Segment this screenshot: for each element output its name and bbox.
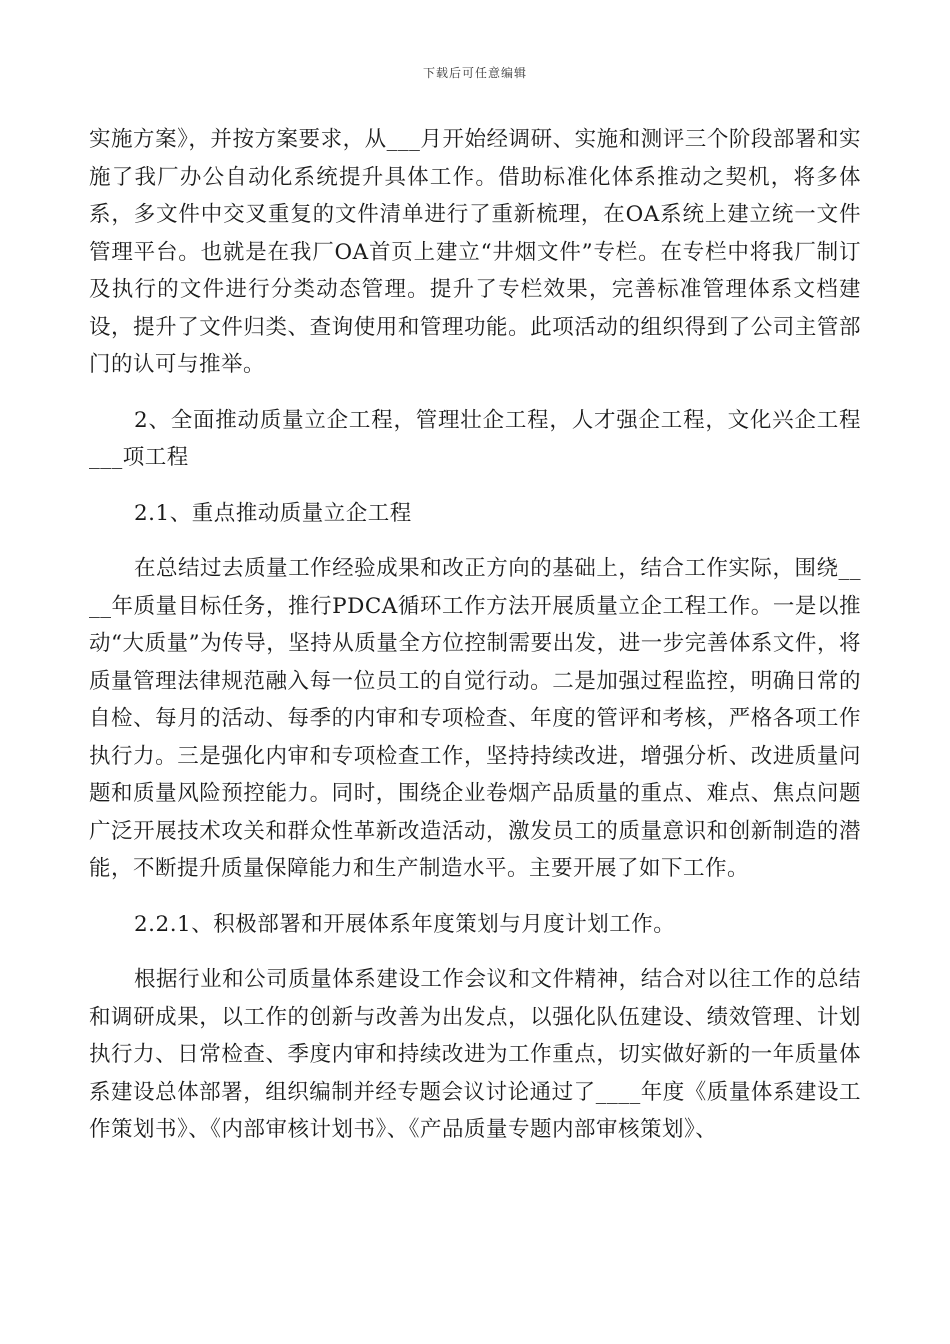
section-heading-2-2-1: 2.2.1、积极部署和开展体系年度策划与月度计划工作。 (134, 911, 676, 937)
paragraph-oa-system: 实施方案》，并按方案要求，从___月开始经调研、实施和测评三个阶段部署和实施了我厂办公自动化系统提升具体工作。借助标准化体系推动之契机，将多体系，多文件中交叉重复的文件清单进行了重新梳理，在OA系统上建立统一文件管理平台。也就是在我厂OA首页上建立“井烟文件”专栏。在专栏中将我厂制订及执行的文件进行分类动态管理。提升了专栏效果，完善标准管理体系文档建设，提升了文件归类、查询使用和管理功能。此项活动的组织得到了公司主管部门的认可与推举。 (89, 127, 861, 377)
paragraph-quality-project: 在总结过去质量工作经验成果和改正方向的基础上，结合工作实际，围绕____年质量目标任务，推行PDCA循环工作方法开展质量立企工程工作。一是以推动“大质量”为传导，坚持从质量全方位控制需要出发，进一步完善体系文件，将质量管理法律规范融入每一位员工的自觉行动。二是加强过程监控，明确日常的自检、每月的活动、每季的内审和专项检查、年度的管评和考核，严格各项工作执行力。三是强化内审和专项检查工作，坚持持续改进，增强分析、改进质量问题和质量风险预控能力。同时，围绕企业卷烟产品质量的重点、难点、焦点问题广泛开展技术攻关和群众性革新改造活动，激发员工的质量意识和创新制造的潜能，不断提升质量保障能力和生产制造水平。主要开展了如下工作。 (89, 556, 861, 881)
section-heading-2: 2、全面推动质量立企工程，管理壮企工程，人才强企工程，文化兴企工程___项工程 (89, 407, 861, 470)
page-header: 下载后可任意编辑 (422, 66, 527, 80)
section-heading-2-1: 2.1、重点推动质量立企工程 (134, 500, 412, 526)
document-body (89, 121, 861, 1149)
paragraph-annual-planning: 根据行业和公司质量体系建设工作会议和文件精神，结合对以往工作的总结和调研成果，以工作的创新与改善为出发点，以强化队伍建设、绩效管理、计划执行力、日常检查、季度内审和持续改进为工作重点，切实做好新的一年质量体系建设总体部署，组织编制并经专题会议讨论通过了____年度《质量体系建设工作策划书》、《内部审核计划书》、《产品质量专题内部审核策划》、 (89, 967, 861, 1142)
